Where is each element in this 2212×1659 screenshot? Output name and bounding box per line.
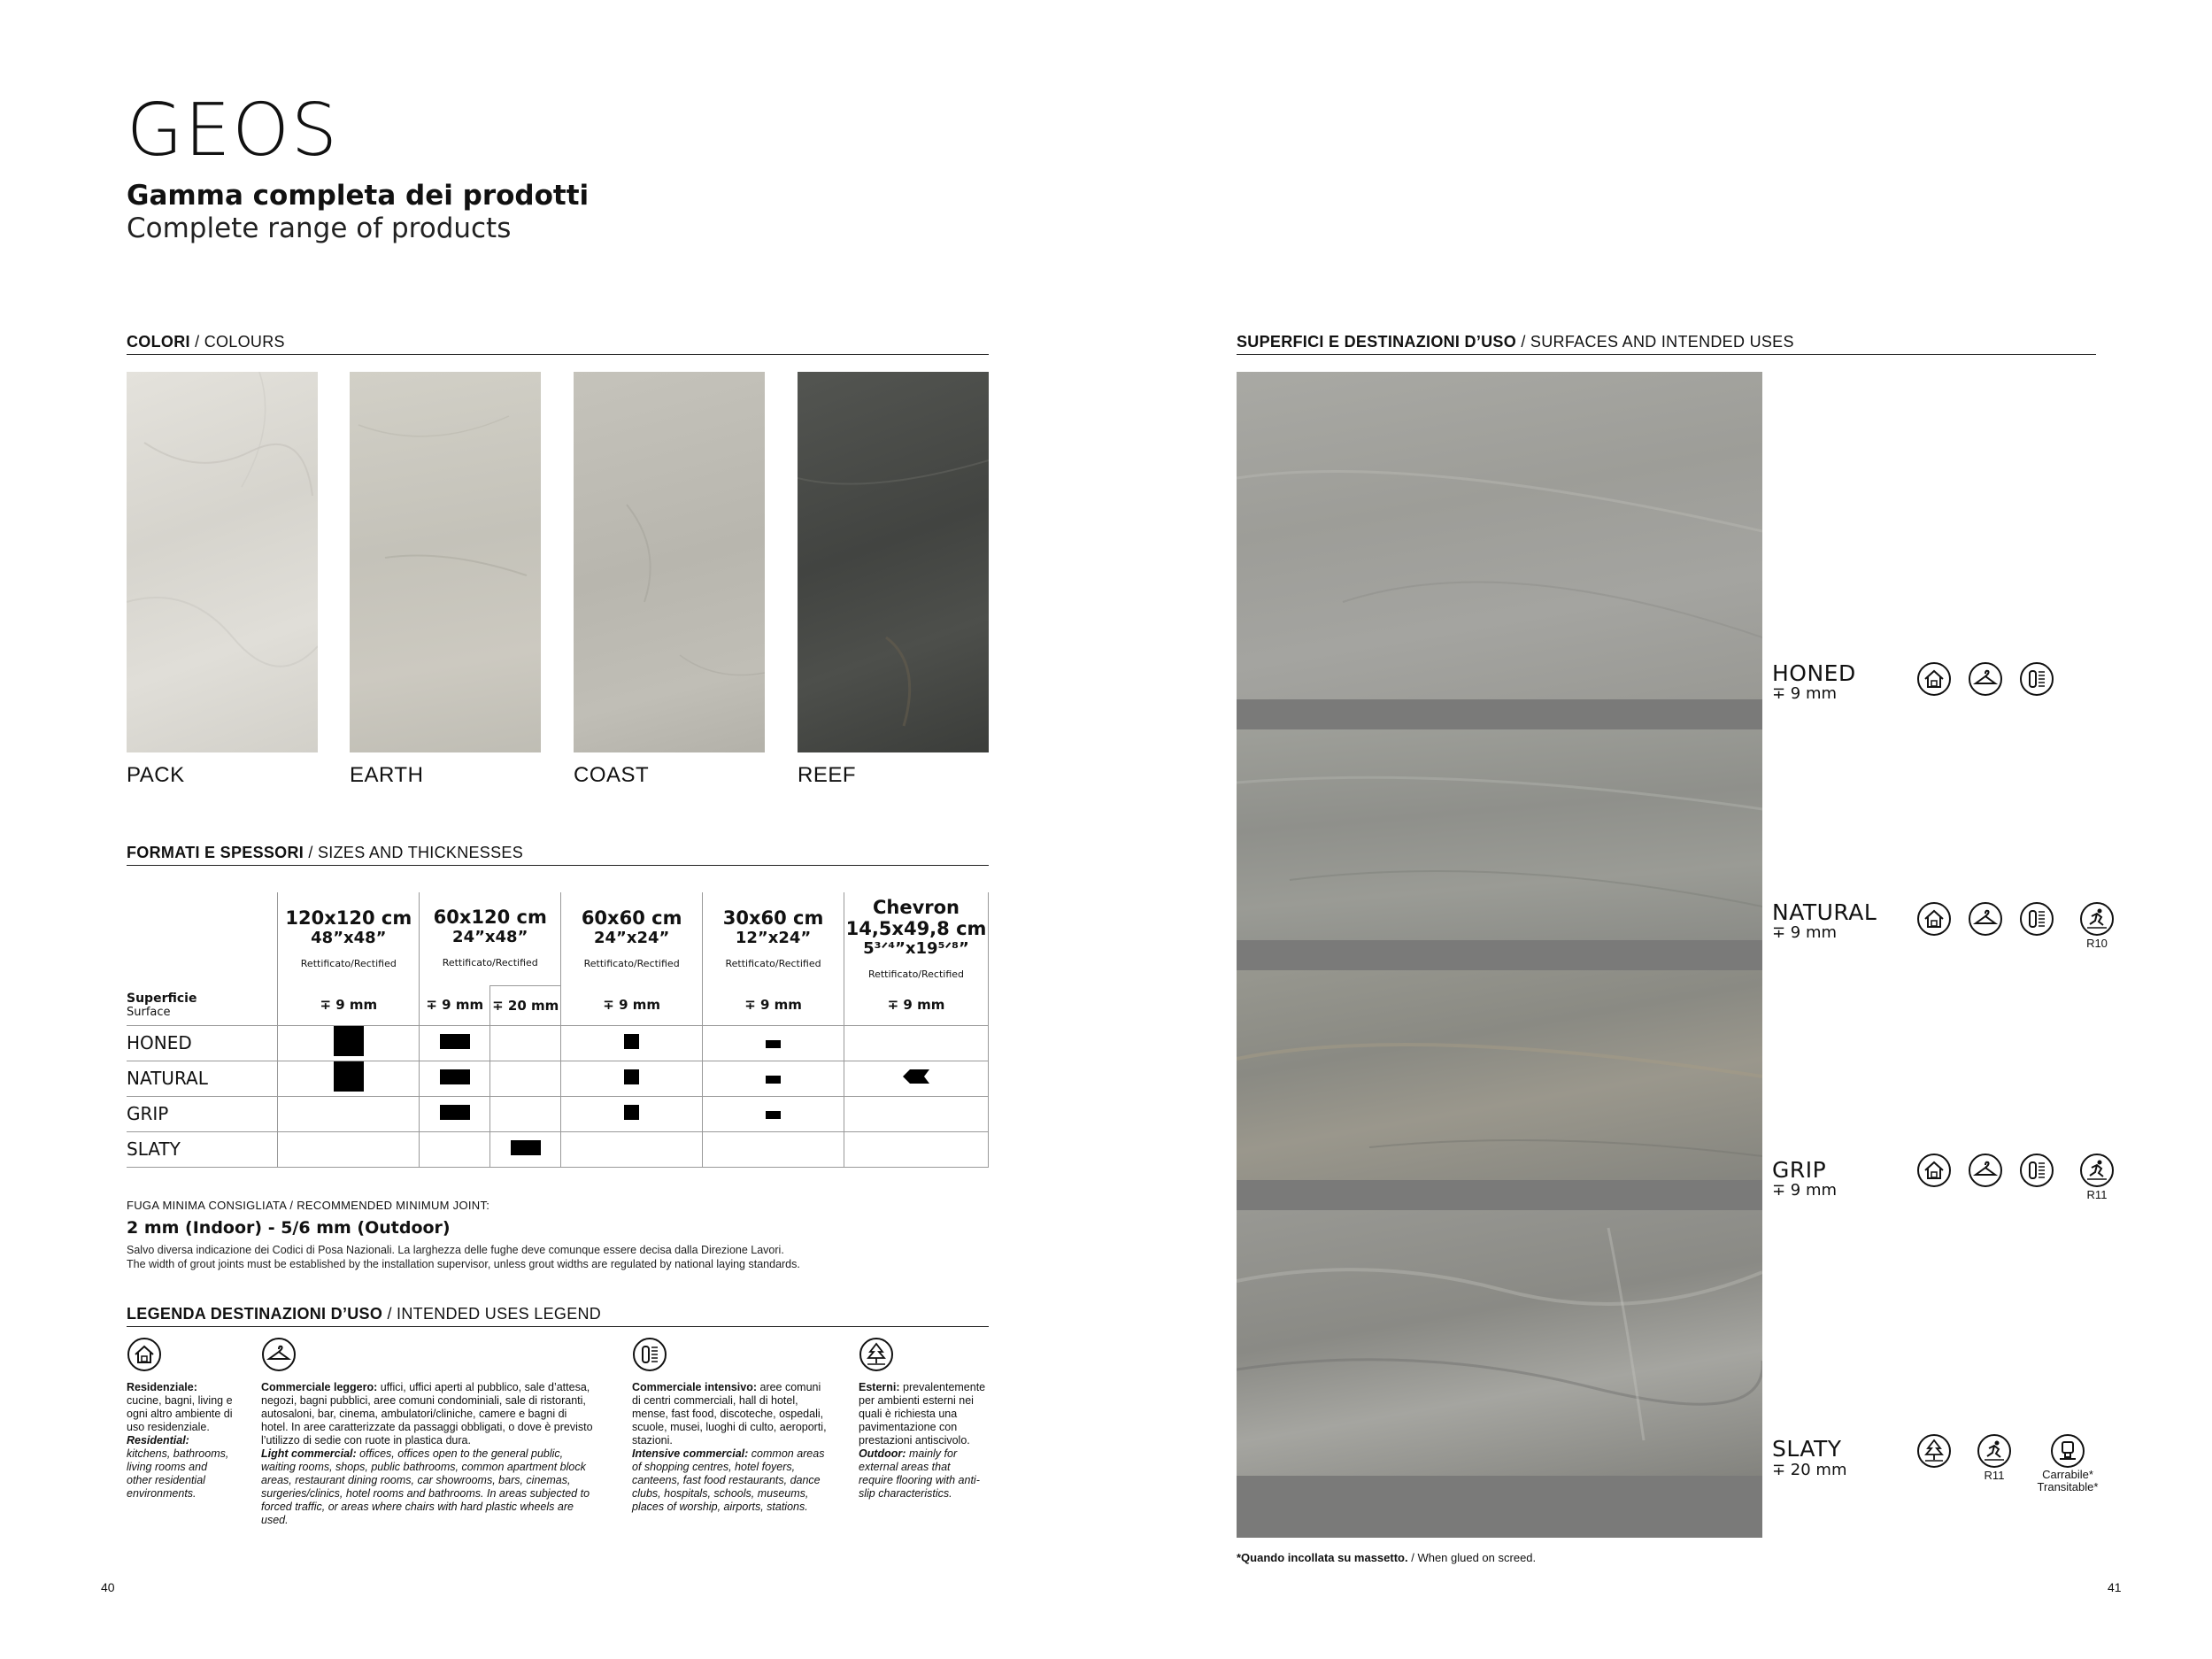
swatch-label-reef: REEF	[798, 763, 857, 787]
slip-resistance-icon	[2079, 1153, 2115, 1188]
tile-edge-slaty	[1237, 1476, 1762, 1538]
hanger-icon	[1968, 1153, 2003, 1188]
thickness-cell: ∓ 9 mm	[561, 985, 703, 1025]
thickness-cell: ∓ 9 mm	[703, 985, 844, 1025]
slate-texture	[798, 372, 989, 752]
surface-image-honed	[1237, 372, 1762, 699]
empty-cell	[844, 1025, 989, 1061]
format-header-30x60: 30x60 cm 12”x24” Rettificato/Rectified	[703, 892, 844, 985]
hanger-icon	[1968, 661, 2003, 697]
availability-mark-chevron	[844, 1061, 989, 1096]
availability-mark	[703, 1096, 844, 1131]
residential-icon	[127, 1337, 162, 1372]
legend-light-commercial: Commerciale leggero: uffici, uffici aperti al pubblico, sale d’attesa, negozi, bagni pubblici, aree comuni condominiali, sale di ristoranti, autosaloni, bar, cinema, ambulatori/cliniche, camere e bagni di hotel. In aree caratterizzate da passaggi obbligati, o dove è previsto l’utilizzo di sedie con ruote in plastica dura. Light commercial: offices, offices open to the general public, waiting rooms, shops, public bathrooms, common apartment block areas, restaurant dining rooms, car showrooms, bars, cinemas, surgeries/clinics, hotel rooms and bathrooms. In areas subjected to forced traffic, or areas where chairs with hard plastic wheels are used.	[261, 1337, 593, 1527]
subtitle-english: Complete range of products	[127, 212, 512, 244]
intensive-commercial-icon	[2019, 901, 2054, 937]
thickness-cell: ∓ 9 mm	[420, 985, 490, 1025]
swatch-label-earth: EARTH	[350, 763, 424, 787]
surface-thickness-grip: ∓ 9 mm	[1772, 1181, 1838, 1200]
anti-slip-r11: R11	[2070, 1153, 2123, 1201]
joint-heading: FUGA MINIMA CONSIGLIATA / RECOMMENDED MINIMUM JOINT:	[127, 1199, 490, 1212]
footnote: *Quando incollata su massetto. / When glued on screed.	[1237, 1551, 1537, 1564]
slip-resistance-icon	[2079, 901, 2115, 937]
surface-image-slaty	[1237, 1210, 1762, 1476]
legend-residential: Residenziale: cucine, bagni, living e ogni altro ambiente di uso residenziale. Residential: kitchens, bathrooms, living rooms and other residential environments.	[127, 1337, 233, 1501]
surface-name-honed: HONED	[1772, 660, 1856, 686]
surface-name-slaty: SLATY	[1772, 1436, 1842, 1462]
page-title: GEOS	[127, 89, 339, 173]
anti-slip-r11: R11	[1968, 1433, 2021, 1493]
availability-mark	[420, 1025, 490, 1061]
swatch-reef	[798, 372, 989, 752]
row-label-honed: HONED	[127, 1025, 278, 1061]
legend-outdoor: Esterni: prevalentemente per ambienti esterni nei quali è richiesta una pavimentazione con prestazioni antiscivolo. Outdoor: mainly for external areas that require flooring with anti-slip characteristics.	[859, 1337, 987, 1501]
uses-slaty	[1916, 1433, 2108, 1493]
availability-mark	[420, 1061, 490, 1096]
subtitle-italian: Gamma completa dei prodotti	[127, 180, 590, 212]
hanger-icon	[261, 1337, 297, 1372]
intensive-commercial-icon	[2019, 661, 2054, 697]
surface-name-natural: NATURAL	[1772, 899, 1877, 925]
surface-thickness-slaty: ∓ 20 mm	[1772, 1461, 1847, 1479]
intensive-commercial-icon	[632, 1337, 667, 1372]
page-number-right: 41	[2108, 1580, 2122, 1594]
tile-edge-honed	[1237, 699, 1762, 729]
slate-texture	[1237, 1210, 1762, 1476]
surface-image-natural	[1237, 729, 1762, 940]
table-corner	[127, 892, 278, 985]
driveable-badge: Carrabile* Transitable*	[2028, 1433, 2108, 1493]
sizes-heading: FORMATI E SPESSORI / SIZES AND THICKNESSES	[127, 844, 989, 866]
availability-mark	[703, 1025, 844, 1061]
empty-cell	[844, 1096, 989, 1131]
availability-mark	[703, 1061, 844, 1096]
empty-cell	[490, 1025, 561, 1061]
availability-mark	[561, 1025, 703, 1061]
slip-resistance-icon	[1977, 1433, 2012, 1469]
thickness-cell: ∓ 9 mm	[278, 985, 420, 1025]
empty-cell	[278, 1096, 420, 1131]
stone-veins	[574, 372, 765, 752]
tree-icon	[1916, 1433, 1952, 1469]
hanger-icon	[1968, 901, 2003, 937]
table-row	[127, 1096, 989, 1131]
legend-intensive-commercial: Commerciale intensivo: aree comuni di centri commerciali, hall di hotel, mense, fast food, discoteche, ospedali, scuole, musei, luoghi di culto, aeroporti, stazioni. Intensive commercial: common areas of shopping centres, hotel foyers, canteens, fast food restaurants, dance clubs, hospitals, schools, museums, places of worship, airports, stations.	[632, 1337, 831, 1514]
availability-mark	[561, 1061, 703, 1096]
empty-cell	[490, 1061, 561, 1096]
intensive-commercial-icon	[2019, 1153, 2054, 1188]
sizes-table	[127, 892, 989, 1168]
colours-heading: COLORI / COLOURS	[127, 333, 989, 355]
uses-honed	[1916, 661, 2054, 697]
surface-thickness-honed: ∓ 9 mm	[1772, 684, 1838, 703]
availability-mark	[561, 1096, 703, 1131]
surfaces-heading: SUPERFICI E DESTINAZIONI D’USO / SURFACES AND INTENDED USES	[1237, 333, 2096, 355]
stone-veins	[350, 372, 541, 752]
table-row	[127, 1025, 989, 1061]
swatch-coast	[574, 372, 765, 752]
format-header-60x60: 60x60 cm 24”x24” Rettificato/Rectified	[561, 892, 703, 985]
format-header-chevron: Chevron 14,5x49,8 cm 5³ᐟ⁴”x19⁵ᐟ⁸” Rettificato/Rectified	[844, 892, 989, 985]
vehicle-traffic-icon	[2050, 1433, 2085, 1469]
availability-mark	[278, 1061, 420, 1096]
row-label-natural: NATURAL	[127, 1061, 278, 1096]
surface-header: Superficie Surface	[127, 985, 278, 1025]
joint-value: 2 mm (Indoor) - 5/6 mm (Outdoor)	[127, 1218, 451, 1238]
table-row	[127, 1131, 989, 1167]
stone-texture	[1237, 970, 1762, 1180]
stone-texture	[1237, 729, 1762, 940]
uses-natural	[1916, 901, 2123, 950]
availability-mark	[490, 1131, 561, 1167]
joint-note: Salvo diversa indicazione dei Codici di Posa Nazionali. La larghezza delle fughe deve comunque essere decisa dalla Direzione Lavori. The width of grout joints must be established by the installation supervisor, unless grout widths are regulated by national laying standards.	[127, 1244, 800, 1270]
availability-mark	[278, 1025, 420, 1061]
empty-cell	[278, 1131, 420, 1167]
tree-icon	[859, 1337, 894, 1372]
page-number-left: 40	[101, 1580, 115, 1594]
residential-icon	[1916, 1153, 1952, 1188]
swatch-earth	[350, 372, 541, 752]
thickness-cell: ∓ 20 mm	[490, 985, 561, 1025]
swatch-label-coast: COAST	[574, 763, 650, 787]
surface-thickness-natural: ∓ 9 mm	[1772, 923, 1838, 942]
empty-cell	[844, 1131, 989, 1167]
empty-cell	[490, 1096, 561, 1131]
residential-icon	[1916, 661, 1952, 697]
marble-veins	[127, 372, 318, 752]
table-row	[127, 1061, 989, 1096]
empty-cell	[703, 1131, 844, 1167]
surface-image-grip	[1237, 970, 1762, 1180]
uses-grip	[1916, 1153, 2123, 1201]
empty-cell	[420, 1131, 490, 1167]
format-header-120x120: 120x120 cm 48”x48” Rettificato/Rectified	[278, 892, 420, 985]
swatch-pack	[127, 372, 318, 752]
empty-cell	[561, 1131, 703, 1167]
format-header-60x120: 60x120 cm 24”x48” Rettificato/Rectified	[420, 892, 561, 985]
anti-slip-r10: R10	[2070, 901, 2123, 950]
chevron-mark-icon	[903, 1069, 929, 1084]
row-label-slaty: SLATY	[127, 1131, 278, 1167]
legend-heading: LEGENDA DESTINAZIONI D’USO / INTENDED USES LEGEND	[127, 1305, 989, 1327]
swatch-label-pack: PACK	[127, 763, 185, 787]
surface-name-grip: GRIP	[1772, 1157, 1827, 1183]
tile-edge-natural	[1237, 940, 1762, 970]
availability-mark	[420, 1096, 490, 1131]
row-label-grip: GRIP	[127, 1096, 278, 1131]
residential-icon	[1916, 901, 1952, 937]
thickness-cell: ∓ 9 mm	[844, 985, 989, 1025]
tile-edge-grip	[1237, 1180, 1762, 1210]
stone-texture	[1237, 372, 1762, 699]
